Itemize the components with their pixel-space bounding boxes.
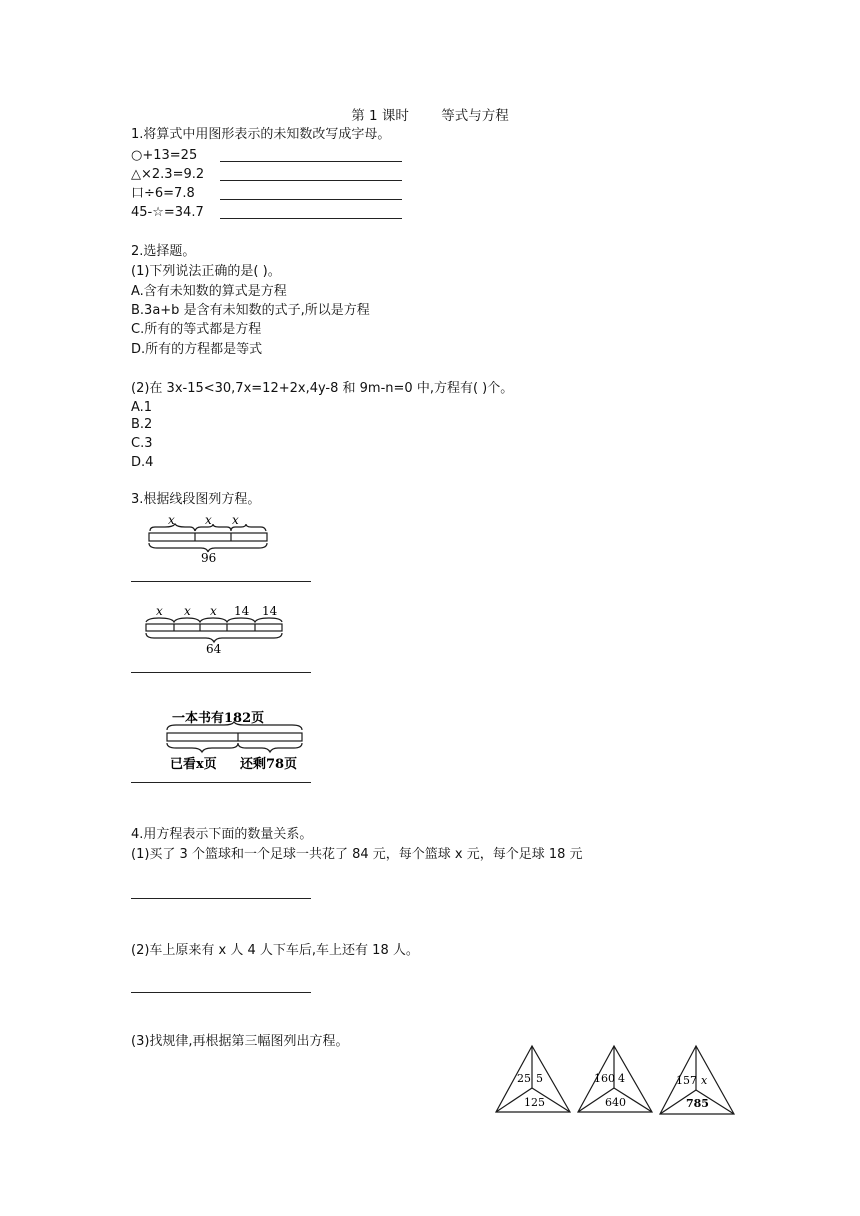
q4-p1: (1)买了 3 个篮球和一个足球一共花了 84 元，每个篮球 x 元，每个足球 18 元 <box>131 847 583 862</box>
triangle-1-bottom: 125 <box>524 1096 545 1109</box>
q1-answer-line-2[interactable] <box>220 180 402 181</box>
triangle-3-left: 157 <box>676 1074 697 1087</box>
triangle-pattern <box>492 1042 736 1120</box>
q4-p2: (2)车上原来有 x 人 4 人下车后,车上还有 18 人。 <box>131 943 419 958</box>
q1-item-3: 口÷6=7.8 <box>131 186 195 201</box>
q1-answer-line-3[interactable] <box>220 199 402 200</box>
q2-p2-stem: (2)在 3x-15<30,7x=12+2x,4y-8 和 9m-n=0 中,方程有( )个。 <box>131 381 514 396</box>
fig1-label-x1: x <box>168 513 175 527</box>
q2-p2-option-b[interactable]: B.2 <box>131 417 153 432</box>
q2-p1-option-c[interactable]: C.所有的等式都是方程 <box>131 322 262 337</box>
lesson-topic: 等式与方程 <box>441 108 509 124</box>
q4-p3: (3)找规律,再根据第三幅图列出方程。 <box>131 1034 349 1049</box>
fig2-label-x1: x <box>156 604 163 618</box>
fig1-label-x3: x <box>232 513 239 527</box>
fig1-label-x2: x <box>205 513 212 527</box>
q2-p1-option-a[interactable]: A.含有未知数的算式是方程 <box>131 284 287 299</box>
q2-p1-option-b[interactable]: B.3a+b 是含有未知数的式子,所以是方程 <box>131 303 370 318</box>
fig3-top-label: 一本书有182页 <box>172 711 265 726</box>
segment-diagram-1 <box>143 513 271 565</box>
triangle-2-left: 160 <box>594 1072 615 1085</box>
q2-p1-option-d[interactable]: D.所有的方程都是等式 <box>131 342 263 357</box>
triangle-1 <box>496 1046 570 1112</box>
q4-answer-line-2[interactable] <box>131 992 311 993</box>
fig1-total: 96 <box>201 551 217 565</box>
fig2-label-14b: 14 <box>262 604 278 618</box>
fig2-label-14a: 14 <box>234 604 250 618</box>
page-title <box>0 104 860 124</box>
q3-answer-line-2[interactable] <box>131 672 311 673</box>
fig2-total: 64 <box>206 642 222 656</box>
fig3-left-label: 已看x页 <box>170 757 217 772</box>
q2-p2-option-a[interactable]: A.1 <box>131 400 153 415</box>
q1-item-4: 45-☆=34.7 <box>131 205 204 220</box>
triangle-2 <box>578 1046 652 1112</box>
q1-answer-line-1[interactable] <box>220 161 402 162</box>
triangle-2-bottom: 640 <box>605 1096 626 1109</box>
q2-p2-option-c[interactable]: C.3 <box>131 436 153 451</box>
segment-diagram-3 <box>162 705 308 777</box>
fig2-label-x2: x <box>184 604 191 618</box>
q3-heading: 3.根据线段图列方程。 <box>131 492 261 507</box>
fig2-label-x3: x <box>210 604 217 618</box>
triangle-2-right: 4 <box>618 1072 625 1085</box>
triangle-1-right: 5 <box>536 1072 543 1085</box>
q1-item-2: △×2.3=9.2 <box>131 167 205 182</box>
q2-p2-option-d[interactable]: D.4 <box>131 455 154 470</box>
q2-heading: 2.选择题。 <box>131 244 196 259</box>
q4-heading: 4.用方程表示下面的数量关系。 <box>131 827 313 842</box>
q1-item-1: ○+13=25 <box>131 148 198 163</box>
triangle-3-right: x <box>701 1074 708 1087</box>
q4-answer-line-1[interactable] <box>131 898 311 899</box>
triangle-3 <box>660 1046 734 1114</box>
q3-answer-line-1[interactable] <box>131 581 311 582</box>
fig3-right-label: 还剩78页 <box>240 757 298 772</box>
lesson-label: 第 1 课时 <box>351 108 409 124</box>
triangle-3-bottom: 785 <box>686 1097 709 1110</box>
q1-heading: 1.将算式中用图形表示的未知数改写成字母。 <box>131 127 391 142</box>
triangle-1-left: 25 <box>517 1072 531 1085</box>
q2-p1-stem: (1)下列说法正确的是( )。 <box>131 264 281 279</box>
q1-answer-line-4[interactable] <box>220 218 402 219</box>
segment-diagram-2 <box>142 603 286 655</box>
q3-answer-line-3[interactable] <box>131 782 311 783</box>
